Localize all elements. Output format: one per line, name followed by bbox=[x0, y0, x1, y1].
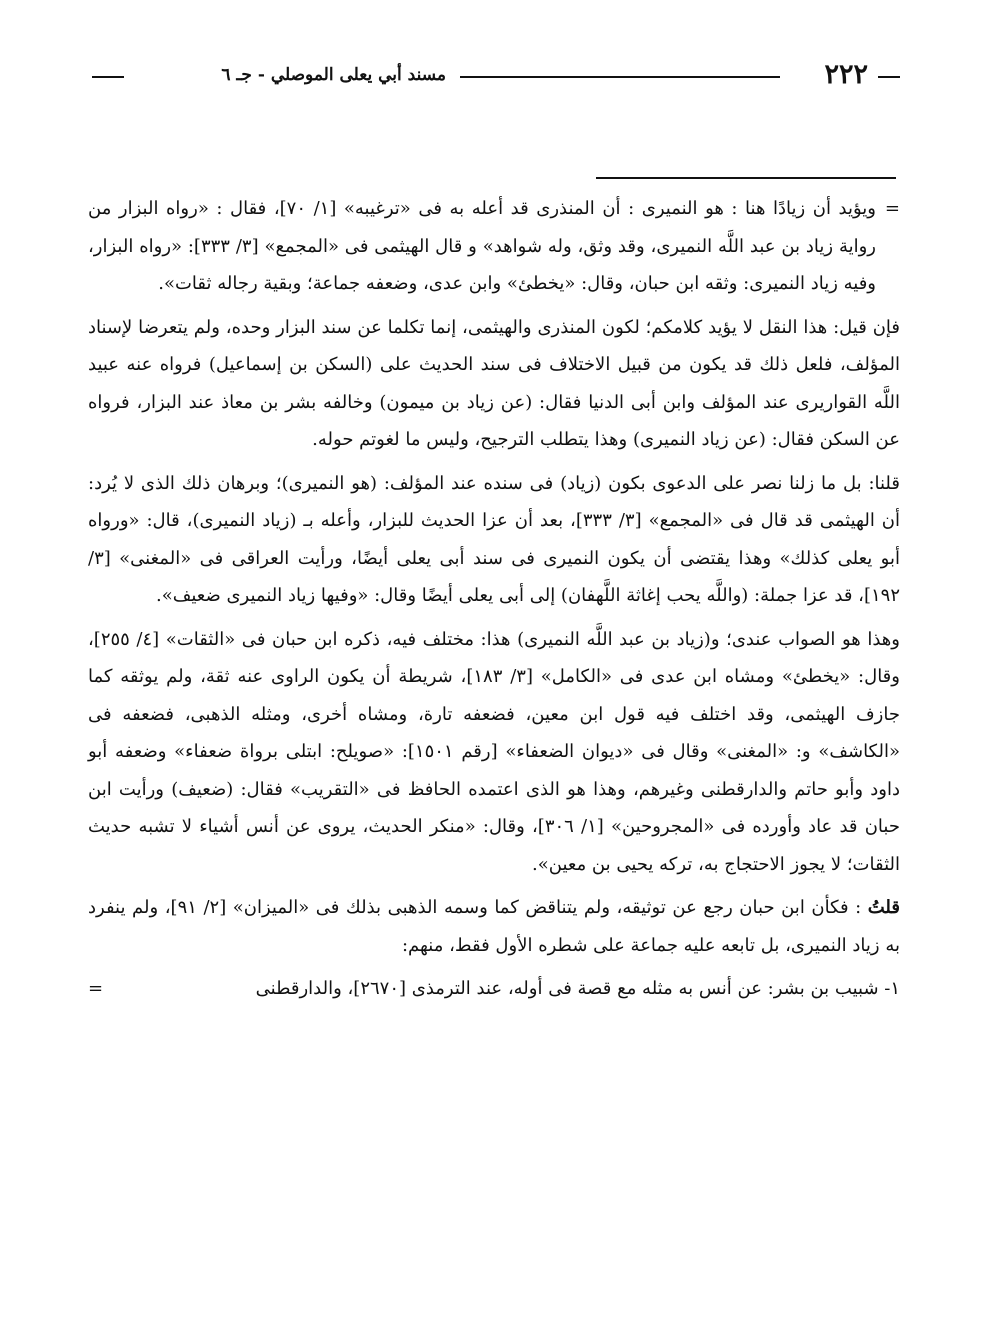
page-number: ٢٢٢ bbox=[818, 58, 874, 92]
qult-label: قلتُ bbox=[867, 897, 900, 918]
footnote-body bbox=[88, 190, 900, 1008]
footnote-paragraph: وهذا هو الصواب عندى؛ و(زياد بن عبد اللَّه النميرى) هذا: مختلف فيه، ذكره ابن حبان فى «الثقات» [٤/ ٢٥٥]، وقال: «يخطئ» ومشاه ابن عدى فى «الكامل» [٣/ ١٨٣]، شريطة أن يكون الراوى عنه ثقة، ولم يوثقه كما جازف الهيثمى، وقد اختلف فيه قول ابن معين، فضعفه تارة، ومشاه أخرى، ومثله الذهبى، فضعفه فى «الكاشف» و: «المغنى» وقال فى «ديوان الضعفاء» [رقم ١٥٠١]: «صويلح: ابتلى برواة ضعفاء» وضعفه أبو داود وأبو حاتم والدارقطنى وغيرهم، وهذا هو الذى اعتمده الحافظ فى «التقريب» فقال: (ضعيف) ورأيت ابن حبان قد عاد وأورده فى «المجروحين» [١/ ٣٠٦]، وقال: «منكر الحديث، يروى عن أنس أشياء لا تشبه حديث الثقات؛ لا يجوز الاحتجاج به، تركه يحيى بن معين». bbox=[88, 628, 900, 875]
list-item bbox=[88, 970, 900, 1008]
paragraph-text: ويؤيد أن زيادًا هنا : هو النميرى : أن المنذرى قد أعله به فى «ترغيبه» [١/ ٧٠]، فقال : «رواه البزار من رواية زياد بن عبد اللَّه النميرى، وقد وثق، وله شواهد» و قال الهيثمى فى «المجمع» [٣/ ٣٣٣]: «رواه البزار، وفيه زياد النميرى: وثقه ابن حبان، وقال: «يخطئ» وابن عدى، وضعفه جماعة؛ وبقية رجاله ثقات». bbox=[88, 198, 876, 294]
header-rule-right bbox=[878, 76, 900, 78]
continuation-marker-end: = bbox=[88, 978, 104, 999]
running-header bbox=[92, 58, 900, 92]
list-item-text: ١- شبيب بن بشر: عن أنس به مثله مع قصة فى أوله، عند الترمذى [٢٦٧٠]، والدارقطنى bbox=[255, 978, 900, 999]
running-title: مسند أبي يعلى الموصلي - جـ ٦ bbox=[213, 62, 454, 88]
footnote-paragraph bbox=[88, 190, 900, 303]
footnote-separator bbox=[596, 177, 896, 179]
footnote-paragraph bbox=[88, 889, 900, 964]
footnote-paragraph: قلنا: بل ما زلنا نصر على الدعوى بكون (زياد) فى سنده عند المؤلف: (هو النميرى)؛ وبرهان ذلك الذى لا يُرد: أن الهيثمى قد قال فى «المجمع» [٣/ ٣٣٣]، بعد أن عزا الحديث للبزار، وأعله بـ (زياد النميرى)، قال: «ورواه أبو يعلى كذلك» وهذا يقتضى أن يكون النميرى فى سند أبى يعلى أيضًا، ورأيت العراقى فى «المغنى» [٣/ ١٩٢]، قد عزا جملة: (واللَّه يحب إغاثة اللَّهفان) إلى أبى يعلى أيضًا وقال: «وفيها زياد النميرى ضعيف». bbox=[88, 472, 900, 606]
qult-text: : فكأن ابن حبان رجع عن توثيقه، ولم يتناقض كما وسمه الذهبى بذلك فى «الميزان» [٢/ ٩١]، ولم ينفرد به زياد النميرى، بل تابعه عليه جماعة على شطره الأول فقط، منهم: bbox=[88, 897, 900, 956]
footnote-paragraph: فإن قيل: هذا النقل لا يؤيد كلامكم؛ لكون المنذرى والهيثمى، إنما تكلما عن سند البزار وحده، ولم يتعرضا لإسناد المؤلف، فلعل ذلك قد يكون من قبيل الاختلاف فى سند الحديث على (السكن بن إسماعيل) فرواه عنه عبيد اللَّه القواريرى عند المؤلف وابن أبى الدنيا فقال: (عن زياد بن ميمون) وخالفه بشر بن معاذ عند البزار، فرواه عن السكن فقال: (عن زياد النميرى) وهذا يتطلب الترجيح، وليس ما لغوتم حوله. bbox=[88, 316, 900, 450]
continuation-marker: = bbox=[884, 198, 900, 219]
header-rule-left bbox=[92, 76, 124, 78]
header-rule-middle bbox=[460, 76, 780, 78]
